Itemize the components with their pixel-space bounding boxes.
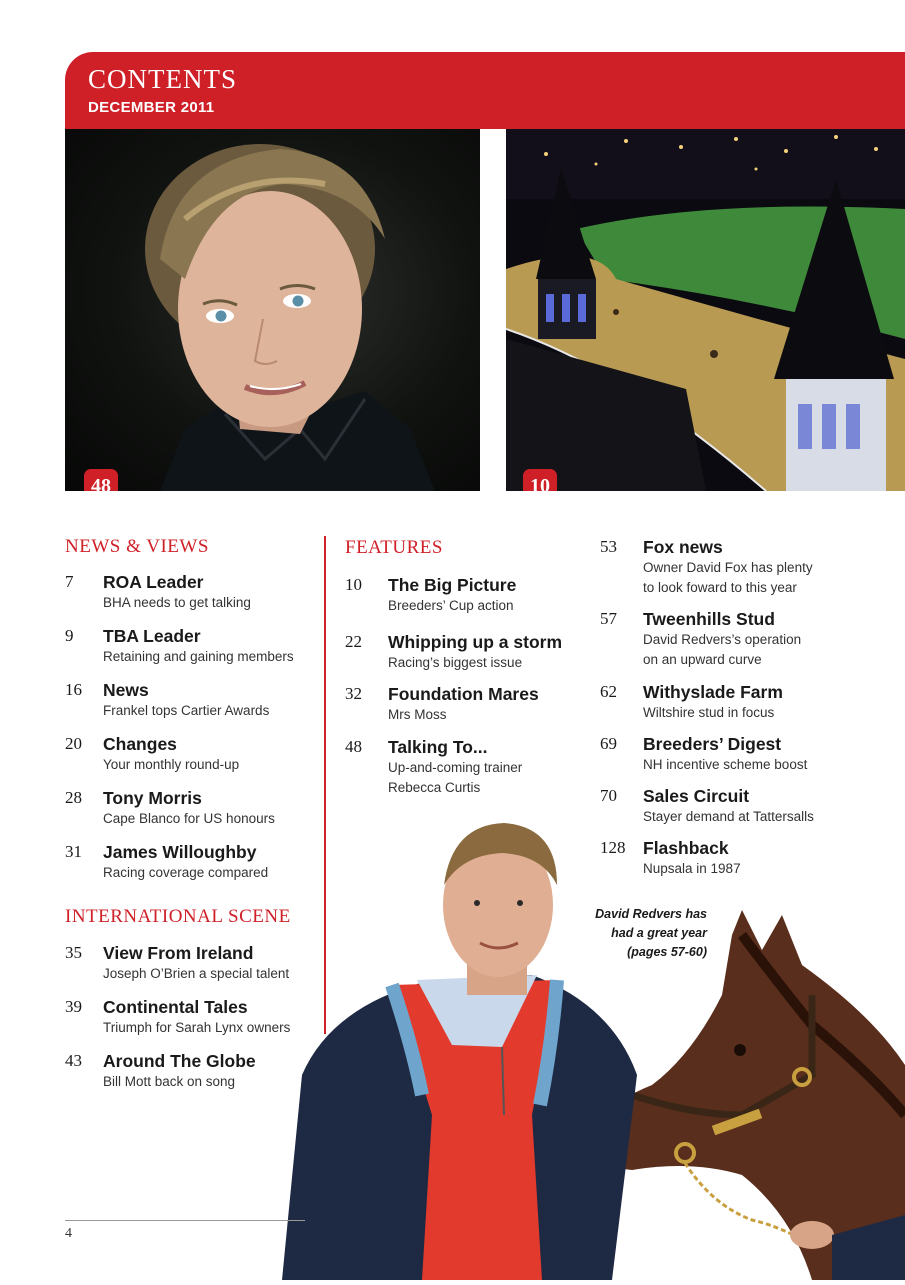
item-subtitle: Up-and-coming trainer xyxy=(388,760,523,775)
item-subtitle: Nupsala in 1987 xyxy=(643,861,741,876)
page-number-footer: 4 xyxy=(65,1226,72,1241)
page-number: 28 xyxy=(65,788,82,807)
footer-rule xyxy=(65,1220,305,1221)
page-number: 53 xyxy=(600,537,617,556)
item-subtitle: Rebecca Curtis xyxy=(388,780,481,795)
section-heading-international: INTERNATIONAL SCENE xyxy=(65,906,291,927)
page-number: 57 xyxy=(600,609,617,628)
page-number: 22 xyxy=(345,632,362,651)
item-title: Continental Tales xyxy=(103,997,248,1017)
racecourse-illustration xyxy=(506,129,905,491)
item-title: Fox news xyxy=(643,537,723,557)
item-subtitle: Cape Blanco for US honours xyxy=(103,811,275,826)
page-number: 69 xyxy=(600,734,617,753)
item-subtitle: Retaining and gaining members xyxy=(103,649,294,664)
item-title: Foundation Mares xyxy=(388,684,539,704)
item-subtitle: Racing coverage compared xyxy=(103,865,269,880)
item-subtitle: to look foward to this year xyxy=(643,580,797,595)
item-subtitle: Racing’s biggest issue xyxy=(388,655,523,670)
man-horse-illustration xyxy=(272,815,905,1280)
section-heading-news-views: NEWS & VIEWS xyxy=(65,536,209,557)
page-badge-10: 10 xyxy=(523,469,557,491)
item-title: ROA Leader xyxy=(103,572,204,592)
racecourse-night-photo[interactable] xyxy=(506,129,905,491)
caption-line: had a great year xyxy=(611,926,707,940)
page-title: CONTENTS xyxy=(88,64,237,94)
caption-line: David Redvers has xyxy=(595,907,707,921)
page-number: 9 xyxy=(65,626,74,645)
item-subtitle: Joseph O’Brien a special talent xyxy=(103,966,290,981)
item-title: The Big Picture xyxy=(388,575,517,595)
man-with-horse-photo[interactable] xyxy=(272,815,905,1280)
item-title: News xyxy=(103,680,149,700)
page-badge-48: 48 xyxy=(84,469,118,491)
page-number: 128 xyxy=(600,838,626,857)
trainer-portrait-photo[interactable] xyxy=(65,129,480,491)
item-subtitle: Your monthly round-up xyxy=(103,757,240,772)
item-subtitle: Triumph for Sarah Lynx owners xyxy=(103,1020,291,1035)
page-number: 10 xyxy=(345,575,362,594)
item-subtitle: BHA needs to get talking xyxy=(103,595,251,610)
item-title: View From Ireland xyxy=(103,943,254,963)
item-title: Flashback xyxy=(643,838,729,858)
item-subtitle: Owner David Fox has plenty xyxy=(643,560,813,575)
page-number: 32 xyxy=(345,684,362,703)
item-title: Tony Morris xyxy=(103,788,202,808)
item-title: Withyslade Farm xyxy=(643,682,783,702)
item-subtitle: Frankel tops Cartier Awards xyxy=(103,703,270,718)
page-number: 43 xyxy=(65,1051,82,1070)
item-title: Sales Circuit xyxy=(643,786,750,806)
item-subtitle: Wiltshire stud in focus xyxy=(643,705,775,720)
page-number: 62 xyxy=(600,682,617,701)
item-subtitle: NH incentive scheme boost xyxy=(643,757,808,772)
item-subtitle: Bill Mott back on song xyxy=(103,1074,236,1089)
page-number: 20 xyxy=(65,734,82,753)
item-title: Talking To... xyxy=(388,737,488,757)
page-number: 31 xyxy=(65,842,82,861)
item-subtitle: Mrs Moss xyxy=(388,707,447,722)
photo-caption xyxy=(560,905,707,962)
item-title: Breeders’ Digest xyxy=(643,734,782,754)
item-title: Around The Globe xyxy=(103,1051,256,1071)
page-number: 7 xyxy=(65,572,74,591)
item-title: TBA Leader xyxy=(103,626,201,646)
item-subtitle: Breeders’ Cup action xyxy=(388,598,514,613)
item-subtitle: on an upward curve xyxy=(643,652,762,667)
page-number: 48 xyxy=(345,737,362,756)
section-heading-features: FEATURES xyxy=(345,537,443,558)
item-subtitle: David Redvers’s operation xyxy=(643,632,802,647)
item-title: Changes xyxy=(103,734,177,754)
item-subtitle: Stayer demand at Tattersalls xyxy=(643,809,814,824)
page-number: 39 xyxy=(65,997,82,1016)
issue-date: DECEMBER 2011 xyxy=(88,99,215,116)
caption-line: (pages 57-60) xyxy=(627,945,707,959)
item-title: Whipping up a storm xyxy=(388,632,563,652)
page-number: 16 xyxy=(65,680,82,699)
item-title: Tweenhills Stud xyxy=(643,609,775,629)
item-title: James Willoughby xyxy=(103,842,257,862)
page-number: 35 xyxy=(65,943,82,962)
portrait-illustration xyxy=(65,129,480,491)
page-number: 70 xyxy=(600,786,617,805)
